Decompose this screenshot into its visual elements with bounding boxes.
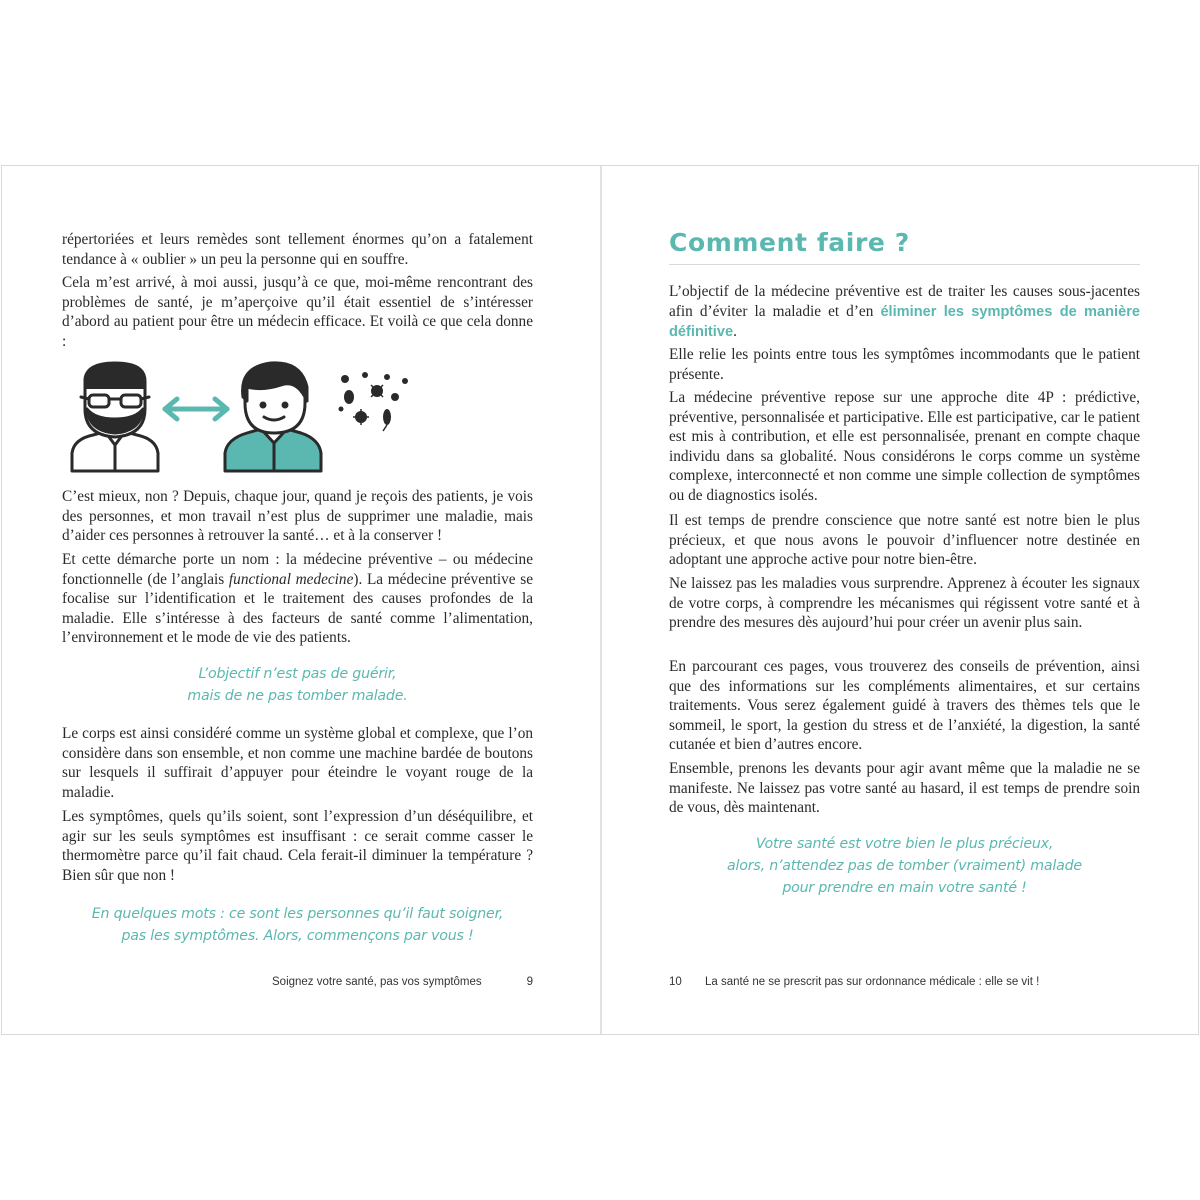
patient-icon [225, 363, 321, 471]
page-gutter [600, 166, 602, 1034]
paragraph-text: . [733, 323, 737, 341]
paragraph: répertoriées et leurs remèdes sont tellement énormes qu’on a fatalement tendance à « oublier » un peu la personne qui en souffre. [62, 231, 533, 268]
paragraph: Elle relie les points entre tous les symptômes incommodants que le patient présente. [669, 346, 1140, 383]
quote-line: L’objectif n’est pas de guérir, [198, 666, 397, 682]
quote-line: alors, n’attendez pas de tomber (vraiment) malade [727, 858, 1082, 874]
paragraph: Il est temps de prendre conscience que notre santé est notre bien le plus précieux, et que nous avons le pouvoir d’influencer notre destinée en adoptant une approche active pour notre bien-être. [669, 512, 1140, 569]
page-number: 9 [526, 976, 533, 988]
divider [669, 264, 1140, 265]
pull-quote [669, 833, 1140, 899]
double-arrow-icon [165, 399, 227, 419]
emphasized-text: éliminer les symptômes de manière définitive [669, 303, 1140, 341]
paragraph-text: ). La médecine préventive se focalise sur l’identification et le traitement des causes profondes de la maladie. Elle s’intéresse à des facteurs de santé comme l’alimentation, l’environnement et le mode de vie des patients. [62, 570, 533, 647]
quote-line: mais de ne pas tomber malade. [187, 688, 408, 704]
quote-line: pas les symptômes. Alors, commençons par vous ! [121, 928, 474, 944]
paragraph-text: Et cette démarche porte un nom : la médecine préventive – ou médecine fonctionnelle (de l’anglais [62, 551, 533, 588]
paragraph: Ne laissez pas les maladies vous surprendre. Apprenez à écouter les signaux de votre corps, à comprendre les mécanismes qui régissent votre santé et à prendre des mesures dès aujourd’hui pour créer un avenir plus sain. [669, 575, 1140, 632]
left-page [62, 166, 533, 1034]
book-spread [1, 165, 1199, 1035]
running-title: La santé ne se prescrit pas sur ordonnance médicale : elle se vit ! [705, 976, 1040, 988]
quote-line: Votre santé est votre bien le plus précieux, [755, 836, 1054, 852]
page-footer [669, 976, 1140, 988]
right-page [669, 166, 1140, 1034]
pull-quote [62, 663, 533, 707]
illustration [65, 361, 465, 473]
quote-line: pour prendre en main votre santé ! [782, 880, 1027, 896]
paragraph: Cela m’est arrivé, à moi aussi, jusqu’à ce que, moi-même rencontrant des problèmes de santé, je m’aperçoive qu’il était essentiel de s’intéresser d’abord au patient pour être un médecin efficace. Et voilà ce que cela donne : [62, 274, 533, 350]
running-title: Soignez votre santé, pas vos symptômes [272, 976, 482, 988]
page-title: Comment faire ? [669, 228, 910, 257]
paragraph: Ensemble, prenons les devants pour agir avant même que la maladie ne se manifeste. Ne laissez pas votre santé au hasard, il est temps de prendre soin de vous, dès maintenant. [669, 760, 1140, 817]
paragraph [669, 282, 1140, 343]
paragraph: La médecine préventive repose sur une approche dite 4P : prédictive, préventive, personnalisée et participative. Elle est participative, car le patient est mis à contribution, et elle est personnalisée, prenant en compte chaque individu dans sa globalité. Nous considérons le corps comme un système complexe, interconnecté et non comme une simple collection de symptômes ou de diagnostics isolés. [669, 389, 1140, 504]
paragraph-text: L’objectif de la médecine préventive est de traiter les causes sous-jacentes afin d’éviter la maladie et d’en [669, 283, 1140, 320]
germs-icon [339, 372, 409, 431]
paragraph: C’est mieux, non ? Depuis, chaque jour, quand je reçois des patients, je vois des personnes, et mon travail n’est plus de supprimer une maladie, mais d’aider ces personnes à retrouver la santé… et à la conserver ! [62, 488, 533, 545]
paragraph [62, 550, 533, 648]
paragraph: Les symptômes, quels qu’ils soient, sont l’expression d’un déséquilibre, et agir sur les seuls symptômes est insuffisant : ce serait comme casser le thermomètre parce qu’il fait chaud. Cela ferait-il diminuer la température ? Bien sûr que non ! [62, 808, 533, 884]
paragraph: En parcourant ces pages, vous trouverez des conseils de prévention, ainsi que des informations sur les compléments alimentaires, et sur certains traitements. Vous serez également guidé à travers des thèmes tels que le sommeil, le sport, la gestion du stress et de l’anxiété, la digestion, la santé cutanée et bien d’autres encore. [669, 658, 1140, 754]
pull-quote [62, 903, 533, 947]
italic-term: functional medecine [228, 570, 354, 588]
page-number: 10 [669, 976, 682, 988]
page-footer [272, 976, 533, 988]
paragraph: Le corps est ainsi considéré comme un système global et complexe, que l’on considère dans son ensemble, et non comme une machine bardée de boutons sur lesquels il suffirait d’appuyer pour éteindre le voyant rouge de la maladie. [62, 725, 533, 801]
quote-line: En quelques mots : ce sont les personnes qu’il faut soigner, [91, 906, 504, 922]
bearded-doctor-icon [72, 363, 158, 471]
